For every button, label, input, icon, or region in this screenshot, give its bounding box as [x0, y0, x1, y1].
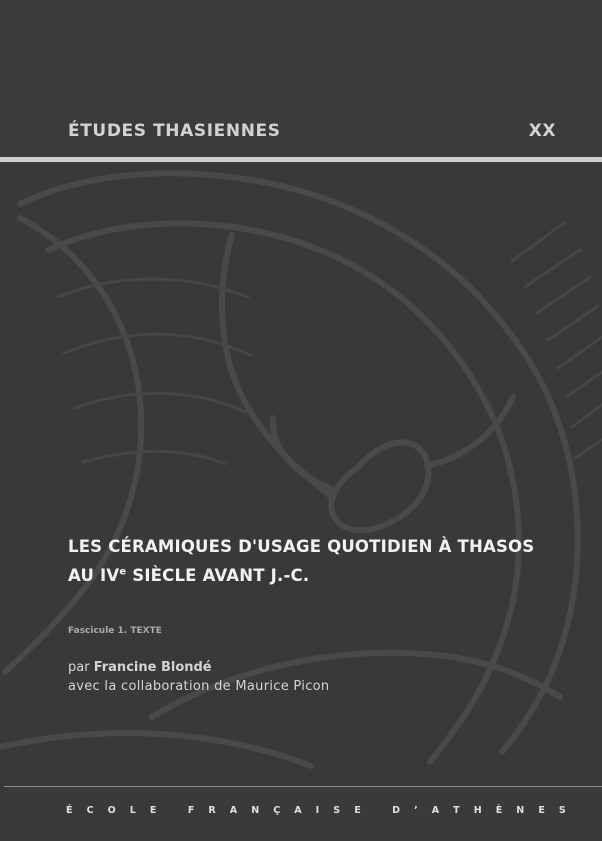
publisher-letter: É	[66, 805, 73, 816]
publisher-space	[375, 804, 378, 818]
publisher-letter: E	[538, 805, 545, 816]
publisher-letter: O	[107, 805, 116, 816]
publisher-letter: H	[473, 805, 482, 816]
series-title: ÉTUDES THASIENNES	[68, 121, 281, 141]
publisher-letter: N	[251, 805, 260, 816]
publisher-letter: S	[558, 805, 566, 816]
publisher-letter: I	[315, 805, 320, 816]
publisher-name	[0, 804, 602, 818]
volume-number: XX	[528, 121, 556, 141]
watermark-left-arc	[5, 218, 141, 672]
watermark-vase-shape	[331, 442, 428, 530]
publisher-space	[170, 804, 173, 818]
publisher-letter: E	[354, 805, 361, 816]
publisher-letter: È	[495, 805, 503, 816]
publisher-letter: S	[333, 805, 341, 816]
publisher-letter: A	[294, 805, 302, 816]
watermark-center-stem	[222, 235, 329, 495]
publisher-letter: L	[129, 805, 136, 816]
publisher-letter: F	[187, 805, 195, 816]
publisher-letter: A	[229, 805, 238, 816]
book-title-line-1: LES CÉRAMIQUES D'USAGE QUOTIDIEN À THASOS	[68, 537, 535, 556]
title-century-superscript: e	[119, 566, 127, 578]
publisher-letter: Ç	[273, 805, 281, 816]
watermark-bottom-band	[0, 733, 311, 766]
publisher-letter: N	[516, 805, 525, 816]
book-title-line-2	[68, 561, 568, 590]
publisher-letter: ’	[414, 805, 418, 816]
title-century-prefix: AU IV	[68, 566, 120, 585]
title-century-suffix: SIÈCLE AVANT J.-C.	[126, 566, 310, 585]
author-name: Francine Blondé	[93, 660, 212, 675]
by-prefix: par	[68, 660, 94, 675]
footer-rule	[4, 786, 602, 787]
publisher-letter: E	[149, 805, 157, 816]
collaboration-line: avec la collaboration de Maurice Picon	[68, 679, 330, 694]
watermark-handle-left	[273, 418, 331, 489]
book-title	[68, 532, 568, 590]
publisher-letter: D	[392, 805, 401, 816]
publisher-letter: A	[431, 805, 440, 816]
author-byline	[68, 658, 212, 677]
publisher-letter: C	[86, 805, 94, 816]
publisher-letter: R	[208, 805, 216, 816]
fascicule-label: Fascicule 1. TEXTE	[68, 626, 162, 636]
publisher-letter: T	[453, 805, 460, 816]
